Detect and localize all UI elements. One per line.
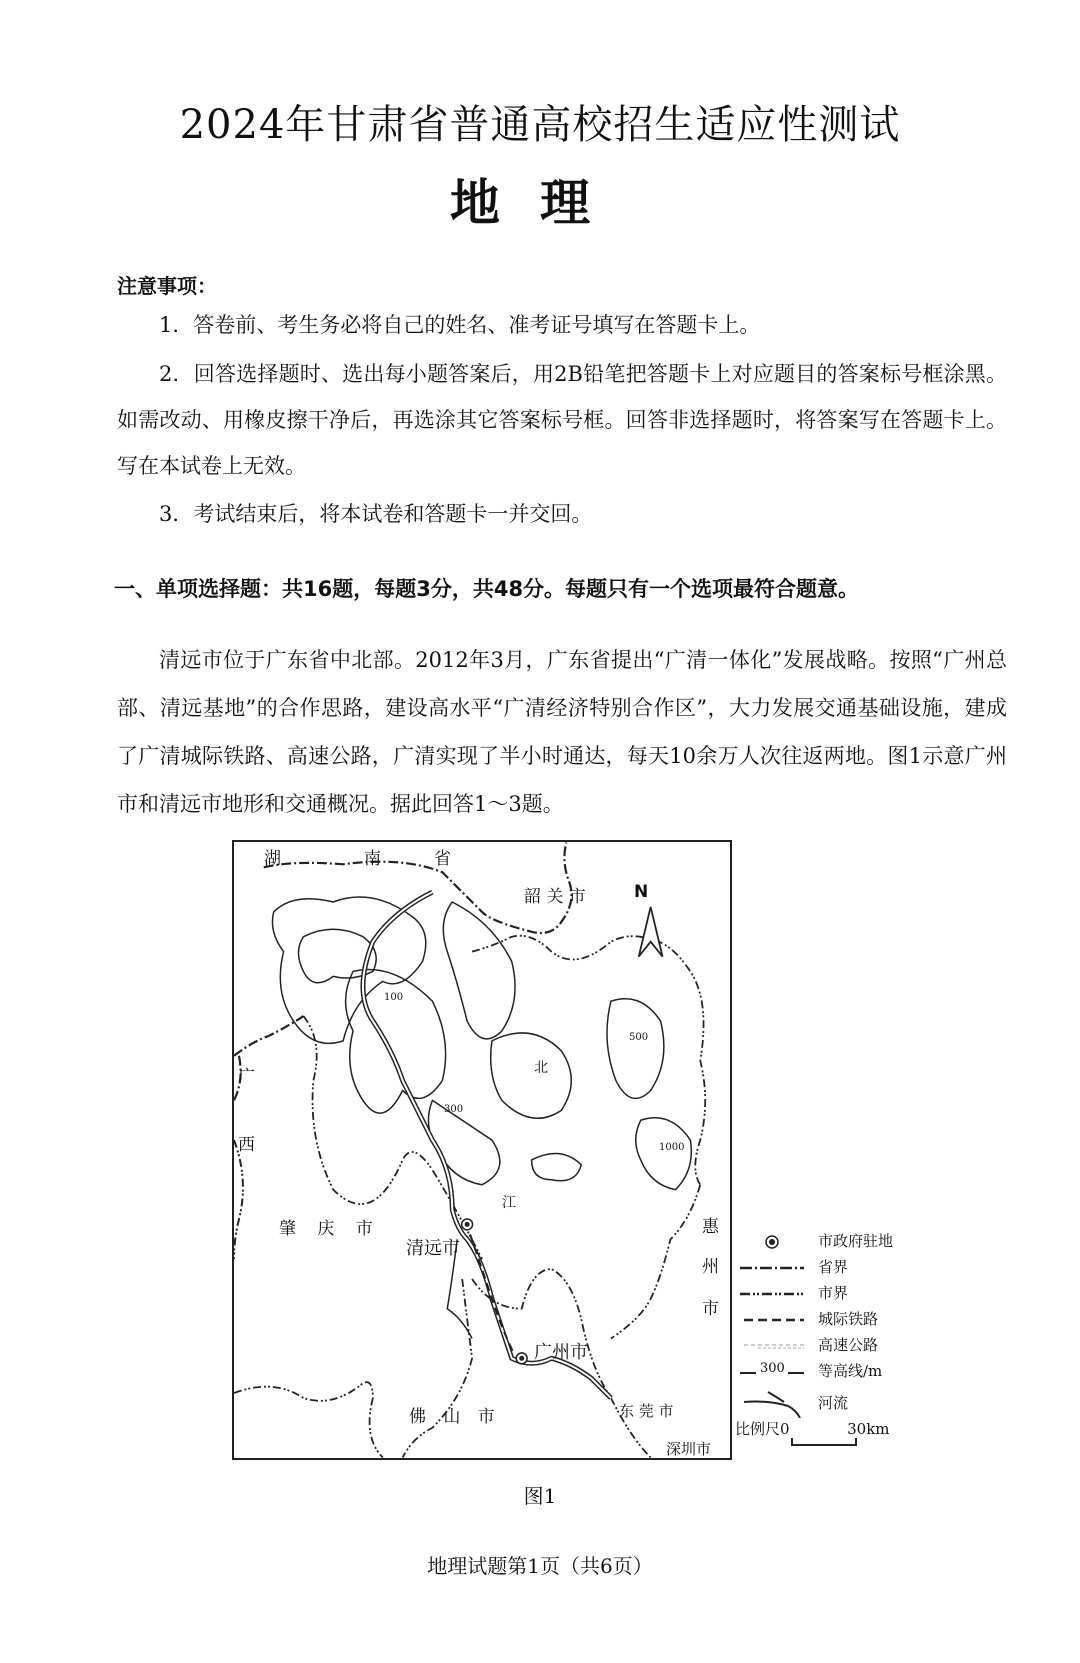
railway-icon [738,1312,806,1328]
contour-label: 500 [629,1032,649,1043]
river-icon [738,1390,806,1418]
legend-item [738,1282,908,1308]
legend-label: 河流 [818,1394,849,1412]
contour-sample-value: 300 [760,1361,785,1376]
legend-label: 市政府驻地 [818,1232,894,1250]
river-beijiang [363,892,611,1398]
north-label: N [634,882,649,902]
question-intro: 清远市位于广东省中北部。2012年3月，广东省提出“广清一体化”发展战略。按照“广州总部、清远基地”的合作思路，建设高水平“广清经济特别合作区”，大力发展交通基础设施，建成了广清城际铁路、高速公路，广清实现了半小时通达，每天10余万人次往返两地。图1示意广州市和清远市地形和交通概况。据此回答1～3题。 [117,648,1007,816]
label-hunan-2: 南 [364,849,381,869]
label-huizhou-1: 惠 [702,1217,719,1237]
label-zhaoqing: 肇 庆 市 [279,1219,381,1239]
legend-item [738,1334,908,1360]
label-river-2: 江 [502,1195,516,1211]
contour-line [491,1033,572,1118]
page-footer: 地理试题第1页（共6页） [427,1554,653,1578]
provincial-boundary-west [234,1016,303,1100]
contour-line [636,1118,692,1190]
label-qingyuan: 清远市 [406,1238,460,1259]
contour-line [428,1100,499,1184]
label-huizhou-3: 市 [702,1299,719,1319]
city-boundary-huizhou [611,1185,700,1339]
label-guangzhou: 广州市 [534,1342,588,1363]
provincial-boundary-icon [738,1260,806,1276]
label-hunan-3: 省 [434,849,451,869]
label-foshan: 佛 山 市 [409,1407,501,1427]
north-arrow-icon [639,907,663,957]
label-shaoguan: 韶 关 市 [524,887,586,907]
subject-title: 地理 [450,174,630,232]
contour-label: 1000 [659,1142,685,1153]
contour-line [443,902,515,1039]
legend-label: 等高线/m [818,1362,883,1380]
notice-item-1: 1．答卷前、考生务必将自己的姓名、准考证号填写在答题卡上。 [159,313,761,337]
label-shenzhen: 深圳市 [666,1440,712,1458]
label-hunan-1: 湖 [264,849,281,869]
figure-caption: 图1 [523,1484,557,1508]
city-boundary-west [234,1140,243,1259]
contour-line [532,1154,582,1181]
scale-start: 0 [780,1420,790,1438]
label-river-1: 北 [534,1060,548,1076]
label-guangxi-2: 西 [238,1135,255,1155]
contour-label: 300 [444,1104,464,1115]
map-legend [738,1230,908,1420]
legend-item [738,1230,908,1256]
map-drawing [234,842,730,1458]
terrain-transport-map [232,840,732,1460]
notice-item-2: 2．回答选择题时、选出每小题答案后，用2B铅笔把答题卡上对应题目的答案标号框涂黑。如需改动、用橡皮擦干净后，再选涂其它答案标号框。回答非选择题时，将答案写在答题卡上。写在本试卷上无效。 [117,362,1007,478]
label-dongguan: 东 莞 市 [619,1402,674,1420]
legend-item [738,1308,908,1334]
label-guangxi-1: 广 [238,1067,255,1087]
contour-label: 100 [384,992,404,1003]
notice-heading: 注意事项： [117,274,217,298]
legend-label: 城际铁路 [818,1310,879,1328]
legend-label: 省界 [818,1258,849,1276]
label-huizhou-2: 州 [702,1257,719,1277]
scale-label: 比例尺 [735,1420,781,1438]
legend-item [738,1386,908,1420]
city-seat-icon [738,1234,806,1250]
scale-bar [735,1418,890,1439]
legend-item [738,1360,908,1386]
city-boundary-icon [738,1286,806,1302]
contour-line [346,969,446,1113]
scale-end: 30km [847,1420,890,1438]
notice-item-3: 3．考试结束后，将本试卷和答题卡一并交回。 [159,502,593,526]
scale-bar-line [791,1438,857,1446]
legend-label: 市界 [818,1284,849,1302]
exam-title: 2024年甘肃省普通高校招生适应性测试 [179,102,901,148]
contour-line [607,999,664,1099]
legend-item [738,1256,908,1282]
legend-label: 高速公路 [818,1336,879,1354]
expressway-icon [738,1338,806,1354]
city-boundary-foshan-west [234,1382,383,1457]
section-heading: 一、单项选择题：共16题，每题3分，共48分。每题只有一个选项最符合题意。 [114,577,860,601]
